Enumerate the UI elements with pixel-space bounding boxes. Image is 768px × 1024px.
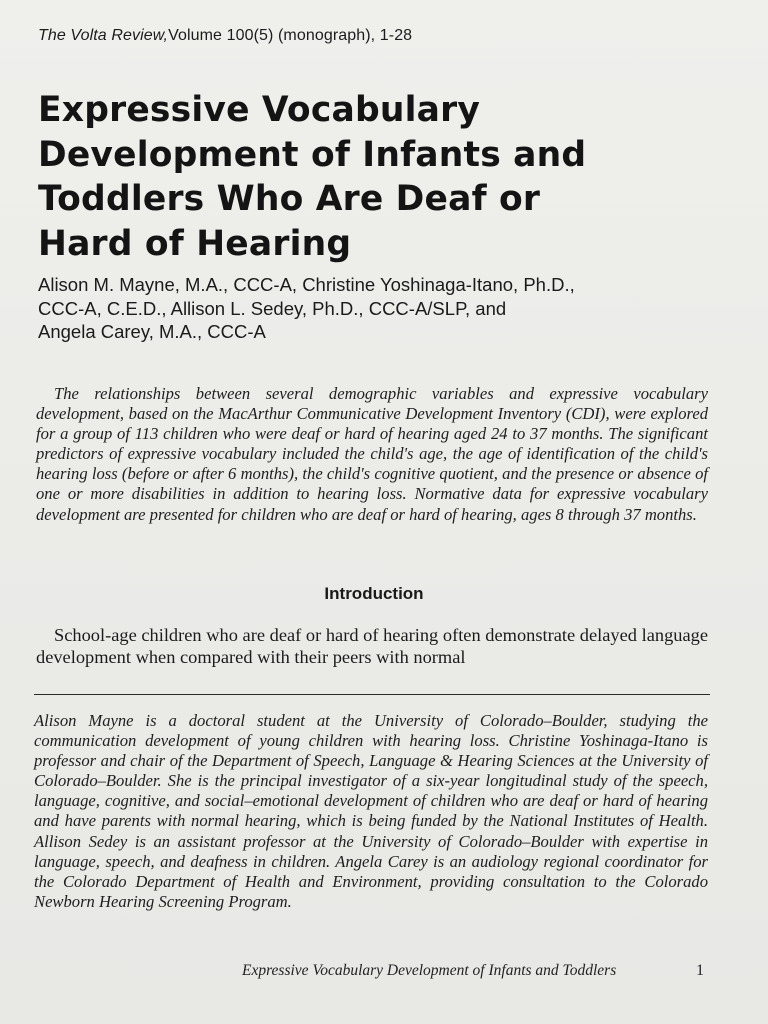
title-line: Development of Infants and [38,134,587,175]
journal-name: The Volta Review, [38,27,169,44]
issue-info: Volume 100(5) (monograph), 1-28 [168,27,413,44]
author-line: CCC-A, C.E.D., Allison L. Sedey, Ph.D., CCC-A/SLP, and [38,297,507,319]
author-line: Angela Carey, M.A., CCC-A [38,321,266,342]
footnote-divider [34,694,710,695]
title-line: Hard of Hearing [38,223,352,264]
running-footer-title: Expressive Vocabulary Development of Infants and Toddlers [242,962,617,979]
title-line: Toddlers Who Are Deaf or [38,179,541,219]
section-heading-introduction: Introduction [324,584,424,603]
article-title [38,88,738,266]
journal-citation [38,27,412,45]
author-footnote: Alison Mayne is a doctoral student at the University of Colorado–Boulder, studying the communication development of young children with hearing loss. Christine Yoshinaga-Itano is professor and chair of the Department of Speech, Language & Hearing Sciences at the University of Colorado–Boulder. She is the principal investigator of a six-year longitudinal study of the speech, language, cognitive, and social–emotional development of children who are deaf or hard of hearing and have parents with normal hearing, which is being funded by the National Institutes of Health. Allison Sedey is an assistant professor at the University of Colorado–Boulder with expertise in language, speech, and deafness in children. Angela Carey is an audiology regional coordinator for the Colorado Department of Health and Environment, providing consultation to the Colorado Newborn Hearing Screening Program. [34,711,708,911]
abstract: The relationships between several demographic variables and expressive vocabulary development, based on the MacArthur Communicative Development Inventory (CDI), were explored for a group of 113 children who were deaf or hard of hearing aged 24 to 37 months. The significant predictors of expressive vocabulary included the child's age, the age of identification of the child's hearing loss (before or after 6 months), the child's cognitive quotient, and the presence or absence of one or more disabilities in addition to hearing loss. Normative data for expressive vocabulary development are presented for children who are deaf or hard of hearing, ages 8 through 37 months. [36,384,708,524]
title-line: Expressive Vocabulary [38,90,481,130]
body-paragraph: School-age children who are deaf or hard of hearing often demonstrate delayed language development when compared with their peers with normal [36,625,708,667]
author-list [38,273,728,344]
author-line: Alison M. Mayne, M.A., CCC-A, Christine Yoshinaga-Itano, Ph.D., [38,274,575,295]
page-number: 1 [696,962,704,979]
